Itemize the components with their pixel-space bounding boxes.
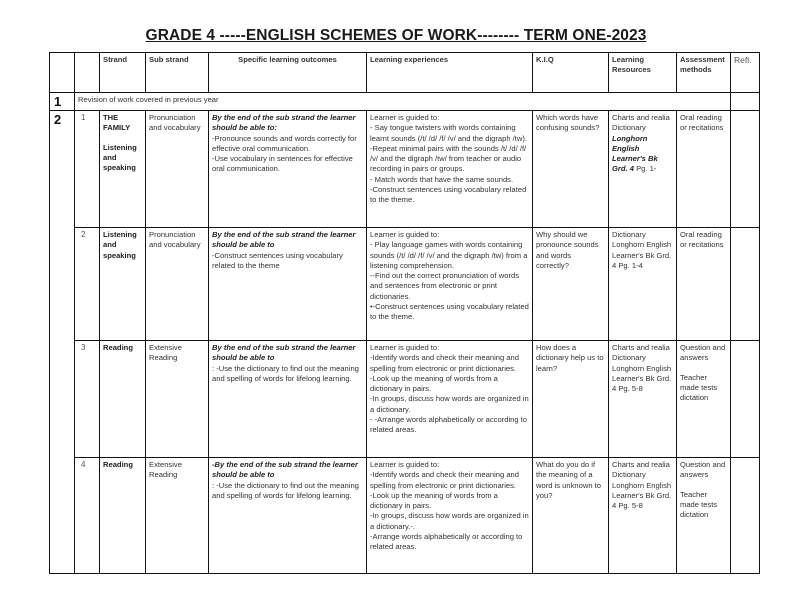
- assessment-item: Question and answers: [680, 460, 726, 480]
- outcome-intro: -By the end of the sub strand the learner should be able to: [212, 460, 358, 480]
- header-week: [50, 53, 75, 93]
- revision-text: Revision of work covered in previous year: [75, 93, 731, 111]
- experiences-cell: [367, 111, 533, 228]
- ref-cell: [731, 341, 760, 458]
- header-resources: Learning Resources: [609, 53, 677, 93]
- experience-item: - Say tongue twisters with words containing learnt sounds (/t/ /d/ /f/ /v/ and the digraph /tw).: [370, 123, 528, 143]
- resources-cell: [609, 228, 677, 341]
- header-outcomes: Specific learning outcomes: [209, 53, 367, 93]
- resources-text: Dictionary Longhorn English Learner's Bk Grd. 4 Pg. 1-4: [612, 230, 672, 270]
- sub-strand-cell: Extensive Reading: [146, 341, 209, 458]
- assessment-item: Oral reading or recitations: [680, 113, 724, 133]
- experience-item: -Look up the meaning of words from a dictionary in pairs.: [370, 490, 498, 511]
- ref-cell: [731, 228, 760, 341]
- outcomes-cell: [209, 458, 367, 574]
- lesson-number: 2: [75, 228, 100, 341]
- resources-text: Charts and realia Dictionary: [612, 113, 670, 133]
- revision-row: [50, 93, 760, 111]
- outcome-item: -Pronounce sounds and words correctly for effective oral communication.: [212, 133, 357, 153]
- lesson-number: 3: [75, 341, 100, 458]
- outcomes-cell: [209, 228, 367, 341]
- assessment-cell: [677, 111, 731, 228]
- experience-item: -Construct sentences using vocabulary related to the theme.: [370, 185, 527, 205]
- resources-cell: [609, 111, 677, 228]
- experience-item: Learner is guided to:: [370, 343, 440, 352]
- table-row: [50, 111, 760, 228]
- outcome-intro: By the end of the sub strand the learner should be able to: [212, 230, 356, 250]
- outcome-item: -Use vocabulary in sentences for effective oral communication.: [212, 154, 353, 174]
- resources-text: Charts and realia Dictionary Longhorn English Learner's Bk Grd. 4 Pg. 5-8: [612, 460, 672, 511]
- schemes-of-work-table: [49, 52, 760, 574]
- resources-pages: Pg. 1-: [633, 164, 657, 174]
- experience-item: -Repeat minimal pairs with the sounds /t/ /d/ /f/ /v/ and the digraph /tw/ from teacher or audio recording in pairs or groups.: [370, 143, 527, 174]
- experience-item: --Find out the correct pronunciation of words and sentences from electronic or print dictionaries.: [370, 271, 519, 301]
- strand-text: Listening and speaking: [103, 230, 137, 260]
- sub-strand-cell: Pronunciation and vocabulary: [146, 111, 209, 228]
- table-row: [50, 228, 760, 341]
- experience-item: -In groups, discuss how words are organized in a dictionary.-.: [370, 511, 529, 531]
- kiq-cell: Which words have confusing sounds?: [533, 111, 609, 228]
- experiences-cell: [367, 341, 533, 458]
- experience-item: - -Arrange words alphabetically or according to related areas.: [370, 415, 528, 435]
- header-assessment: Assessment methods: [677, 53, 731, 93]
- experience-item: -Arrange words alphabetically or according to related areas.: [370, 532, 523, 552]
- document-title: [0, 27, 792, 45]
- ref-cell: [731, 458, 760, 574]
- assessment-cell: [677, 228, 731, 341]
- header-ref: Refl.: [731, 53, 760, 93]
- sub-strand-cell: Extensive Reading: [146, 458, 209, 574]
- assessment-cell: [677, 341, 731, 458]
- kiq-cell: What do you do if the meaning of a word is unknown to you?: [533, 458, 609, 574]
- kiq-cell: How does a dictionary help us to learn?: [533, 341, 609, 458]
- experience-item: - Play language games with words containing sounds (/t/ /d/ /f/ /v/ and the digraph /tw) from a listening comprehension.: [370, 240, 528, 270]
- ref-cell: [731, 93, 760, 111]
- document-title-text: GRADE 4 -----ENGLISH SCHEMES OF WORK-------- TERM ONE-2023: [145, 27, 647, 44]
- experiences-cell: [367, 228, 533, 341]
- assessment-item: Oral reading or recitations: [680, 230, 724, 250]
- experience-item: Learner is guided to:: [370, 113, 440, 122]
- outcome-item: : -Use the dictionary to find out the meaning and spelling of words for lifelong learning.: [212, 363, 359, 383]
- outcome-intro: By the end of the sub strand the learner should be able to: [212, 343, 356, 363]
- assessment-item: Question and answers: [680, 343, 726, 363]
- resources-text: Charts and realia Dictionary Longhorn English Learner's Bk Grd. 4 Pg. 5-8: [612, 343, 672, 394]
- outcome-item: : -Use the dictionary to find out the meaning and spelling of words for lifelong learning.: [212, 480, 359, 500]
- experience-item: Learner is guided to:: [370, 230, 440, 239]
- week-number: 2: [50, 111, 75, 574]
- header-sub-strand: Sub strand: [146, 53, 209, 93]
- experience-item: -Identify words and check their meaning and spelling from electronic or print dictionaries.: [370, 353, 520, 373]
- outcomes-cell: [209, 341, 367, 458]
- header-row: [50, 53, 760, 93]
- assessment-cell: [677, 458, 731, 574]
- lesson-number: 4: [75, 458, 100, 574]
- week-number: 1: [50, 93, 75, 111]
- header-kiq: K.I.Q: [533, 53, 609, 93]
- strand-cell: [100, 111, 146, 228]
- strand-cell: [100, 341, 146, 458]
- kiq-cell: Why should we pronounce sounds and words correctly?: [533, 228, 609, 341]
- strand-text: Reading: [103, 460, 133, 469]
- strand-text: Reading: [103, 343, 133, 352]
- header-lesson: [75, 53, 100, 93]
- resources-book: Longhorn English Learner's Bk Grd. 4: [612, 133, 658, 174]
- resources-cell: [609, 341, 677, 458]
- assessment-item: Teacher made tests dictation: [680, 489, 718, 520]
- assessment-item: Teacher made tests dictation: [680, 372, 718, 403]
- experience-item: -Identify words and check their meaning and spelling from electronic or print dictionaries.: [370, 470, 520, 490]
- lesson-number: 1: [75, 111, 100, 228]
- ref-cell: [731, 111, 760, 228]
- strand-text: Listening and speaking: [103, 142, 137, 173]
- strand-cell: [100, 228, 146, 341]
- outcomes-cell: [209, 111, 367, 228]
- experience-item: Learner is guided to:: [370, 460, 440, 469]
- experience-item: - Match words that have the same sounds.: [370, 174, 514, 184]
- experience-item: •-Construct sentences using vocabulary related to the theme.: [370, 302, 529, 322]
- outcome-item: -Construct sentences using vocabulary related to the theme: [212, 250, 343, 270]
- table-row: [50, 458, 760, 574]
- experience-item: -In groups, discuss how words are organized in a dictionary.: [370, 394, 529, 414]
- header-experiences: Learning experiences: [367, 53, 533, 93]
- outcome-intro: By the end of the sub strand the learner should be able to:: [212, 113, 356, 133]
- experiences-cell: [367, 458, 533, 574]
- header-strand: Strand: [100, 53, 146, 93]
- table-row: [50, 341, 760, 458]
- strand-text: THE FAMILY: [103, 113, 131, 133]
- strand-cell: [100, 458, 146, 574]
- resources-cell: [609, 458, 677, 574]
- experience-item: -Look up the meaning of words from a dictionary in pairs.: [370, 373, 498, 394]
- sub-strand-cell: Pronunciation and vocabulary: [146, 228, 209, 341]
